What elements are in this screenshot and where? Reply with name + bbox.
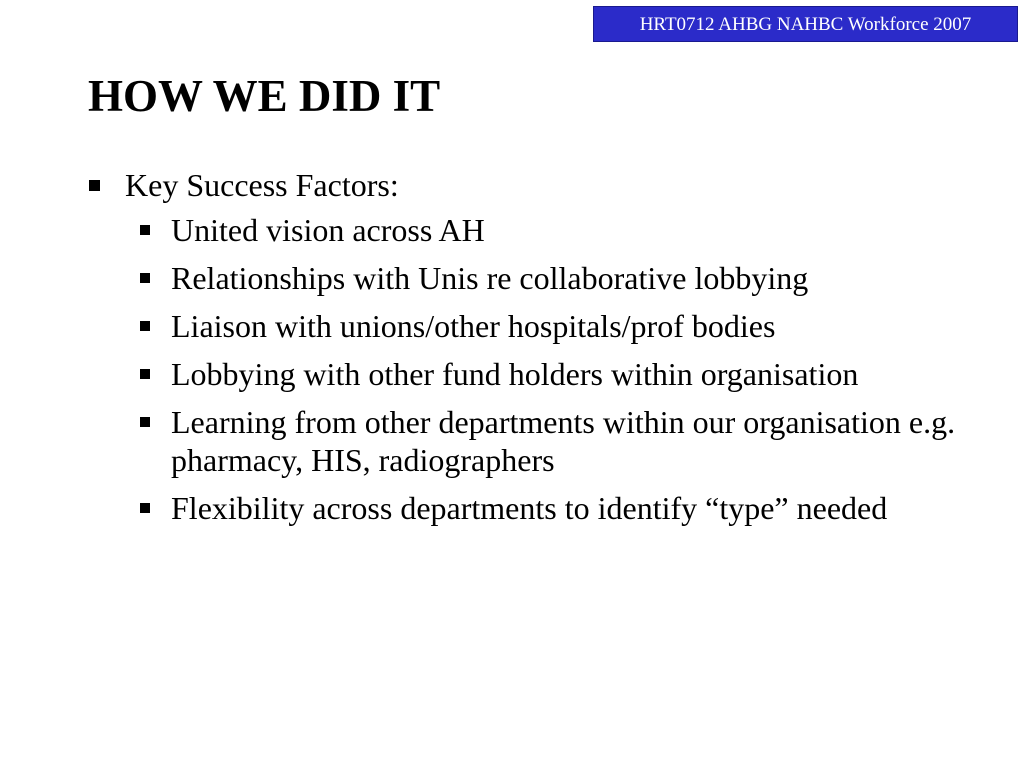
square-bullet-icon [140, 369, 150, 379]
list-item-text: Liaison with unions/other hospitals/prof bodies [171, 308, 776, 344]
header-tag: HRT0712 AHBG NAHBC Workforce 2007 [593, 6, 1018, 42]
list-item [88, 489, 988, 527]
list-item-text: Lobbying with other fund holders within organisation [171, 356, 859, 392]
square-bullet-icon [140, 225, 150, 235]
list-item [88, 259, 988, 297]
square-bullet-icon [140, 273, 150, 283]
slide-title: HOW WE DID IT [88, 71, 441, 121]
square-bullet-icon [140, 321, 150, 331]
success-factors-list [88, 211, 988, 527]
list-item-text: Learning from other departments within our organisation e.g. pharmacy, HIS, radiographers [171, 404, 956, 478]
square-bullet-icon [140, 417, 150, 427]
square-bullet-icon [89, 180, 100, 191]
list-item-text: Relationships with Unis re collaborative lobbying [171, 260, 809, 296]
square-bullet-icon [140, 503, 150, 513]
list-item-text: Flexibility across departments to identify “type” needed [171, 490, 888, 526]
list-item [88, 403, 988, 479]
list-item [88, 355, 988, 393]
list-item [88, 211, 988, 249]
main-bullet-text: Key Success Factors: [125, 167, 399, 203]
list-item-text: United vision across AH [171, 212, 485, 248]
main-bullet [88, 166, 988, 205]
bullet-list [88, 166, 988, 537]
list-item [88, 307, 988, 345]
